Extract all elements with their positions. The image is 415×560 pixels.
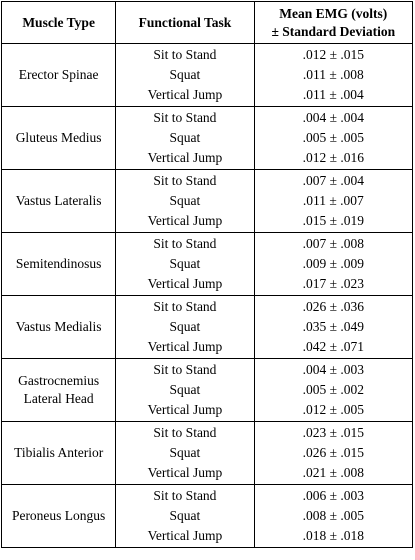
table-row: [2, 485, 413, 548]
mean-emg-value: .035 ± .049: [302, 319, 364, 334]
mean-emg-value: .017 ± .023: [302, 276, 364, 291]
table-body: [2, 44, 413, 548]
functional-task-item: Vertical Jump: [147, 402, 223, 417]
muscle-type-cell: Semitendinosus: [2, 233, 116, 296]
mean-emg-value: .011 ± .004: [302, 87, 364, 102]
table-row: [2, 44, 413, 107]
functional-task-item: Sit to Stand: [153, 299, 217, 314]
functional-task-item: Vertical Jump: [147, 528, 223, 543]
muscle-type-cell: Peroneus Longus: [2, 485, 116, 548]
functional-task-cell: [116, 485, 254, 548]
mean-emg-cell: [254, 233, 412, 296]
functional-task-cell: [116, 422, 254, 485]
mean-emg-value: .004 ± .003: [302, 362, 364, 377]
muscle-type-cell: Erector Spinae: [2, 44, 116, 107]
muscle-type-cell: Gluteus Medius: [2, 107, 116, 170]
functional-task-item: Sit to Stand: [153, 236, 217, 251]
mean-emg-value: .026 ± .015: [302, 445, 364, 460]
table-row: [2, 422, 413, 485]
mean-emg-cell: [254, 107, 412, 170]
header-row: [2, 2, 413, 44]
functional-task-cell: [116, 107, 254, 170]
mean-emg-value: .004 ± .004: [302, 110, 364, 125]
mean-emg-value: .007 ± .004: [302, 173, 364, 188]
mean-emg-value: .005 ± .005: [302, 130, 364, 145]
mean-emg-cell: [254, 485, 412, 548]
table-row: [2, 359, 413, 422]
mean-emg-cell: [254, 44, 412, 107]
functional-task-item: Squat: [169, 445, 201, 460]
functional-task-item: Vertical Jump: [147, 150, 223, 165]
functional-task-item: Squat: [169, 256, 201, 271]
functional-task-item: Sit to Stand: [153, 362, 217, 377]
mean-emg-value: .015 ± .019: [302, 213, 364, 228]
table-row: [2, 107, 413, 170]
functional-task-cell: [116, 44, 254, 107]
mean-emg-value: .026 ± .036: [302, 299, 364, 314]
functional-task-item: Squat: [169, 130, 201, 145]
functional-task-item: Sit to Stand: [153, 425, 217, 440]
mean-emg-value: .005 ± .002: [302, 382, 364, 397]
mean-emg-cell: [254, 296, 412, 359]
table-row: [2, 170, 413, 233]
mean-emg-value: .012 ± .016: [302, 150, 364, 165]
muscle-type-cell: Gastrocnemius Lateral Head: [2, 359, 116, 422]
functional-task-item: Vertical Jump: [147, 213, 223, 228]
table-row: [2, 296, 413, 359]
functional-task-item: Squat: [169, 382, 201, 397]
mean-emg-value: .012 ± .005: [302, 402, 364, 417]
mean-emg-value: .011 ± .007: [302, 193, 364, 208]
mean-emg-value: .006 ± .003: [302, 488, 364, 503]
functional-task-item: Squat: [169, 508, 201, 523]
header-mean-emg-line1: Mean EMG (volts): [279, 5, 388, 21]
mean-emg-value: .012 ± .015: [302, 47, 364, 62]
functional-task-cell: [116, 170, 254, 233]
mean-emg-cell: [254, 359, 412, 422]
mean-emg-value: .018 ± .018: [302, 528, 364, 543]
mean-emg-value: .042 ± .071: [302, 339, 364, 354]
functional-task-item: Vertical Jump: [147, 276, 223, 291]
functional-task-item: Squat: [169, 319, 201, 334]
muscle-type-cell: Vastus Lateralis: [2, 170, 116, 233]
functional-task-item: Vertical Jump: [147, 87, 223, 102]
functional-task-cell: [116, 296, 254, 359]
functional-task-item: Sit to Stand: [153, 47, 217, 62]
mean-emg-cell: [254, 422, 412, 485]
functional-task-item: Sit to Stand: [153, 488, 217, 503]
header-functional-task: Functional Task: [116, 2, 254, 44]
functional-task-item: Vertical Jump: [147, 465, 223, 480]
mean-emg-value: .009 ± .009: [302, 256, 364, 271]
mean-emg-value: .023 ± .015: [302, 425, 364, 440]
header-muscle-type: Muscle Type: [2, 2, 116, 44]
mean-emg-value: .021 ± .008: [302, 465, 364, 480]
mean-emg-value: .008 ± .005: [302, 508, 364, 523]
functional-task-item: Sit to Stand: [153, 110, 217, 125]
functional-task-item: Squat: [169, 193, 201, 208]
functional-task-item: Sit to Stand: [153, 173, 217, 188]
functional-task-item: Vertical Jump: [147, 339, 223, 354]
mean-emg-cell: [254, 170, 412, 233]
muscle-type-cell: Tibialis Anterior: [2, 422, 116, 485]
emg-table: [1, 1, 413, 548]
functional-task-item: Squat: [169, 67, 201, 82]
header-mean-emg: [254, 2, 412, 44]
header-mean-emg-line2: ± Standard Deviation: [271, 23, 396, 39]
mean-emg-value: .007 ± .008: [302, 236, 364, 251]
functional-task-cell: [116, 359, 254, 422]
muscle-type-cell: Vastus Medialis: [2, 296, 116, 359]
functional-task-cell: [116, 233, 254, 296]
mean-emg-value: .011 ± .008: [302, 67, 364, 82]
table-row: [2, 233, 413, 296]
